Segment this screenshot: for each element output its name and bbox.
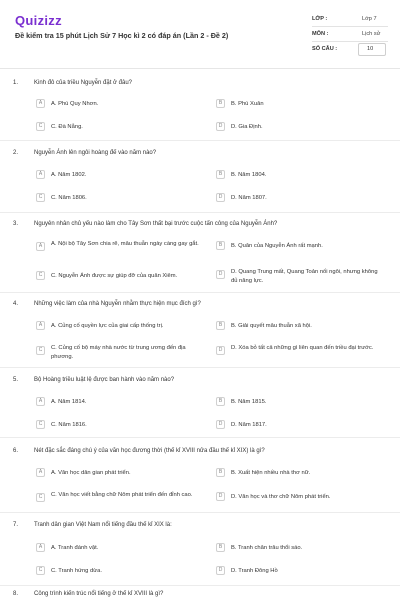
option-text: C. Nguyễn Ánh được sự giúp đỡ của quân Xiêm. bbox=[51, 273, 178, 279]
option-text: B. Xuất hiện nhiều nhà thơ nữ. bbox=[231, 470, 311, 476]
option-text: C. Đà Nẵng. bbox=[51, 124, 83, 130]
option-text: B. Năm 1815. bbox=[231, 399, 267, 405]
option-letter-box: B bbox=[216, 170, 225, 179]
option-letter-box: A bbox=[36, 468, 45, 477]
question-text: Những việc làm của nhà Nguyễn nhằm thực hiện mục đích gì? bbox=[34, 301, 201, 307]
class-value: Lớp 7 bbox=[362, 16, 377, 22]
option-text: B. Năm 1804. bbox=[231, 172, 267, 178]
option-text: A. Nội bộ Tây Sơn chia rẽ, mâu thuẫn ngày càng gay gắt. bbox=[51, 241, 199, 247]
option-text: D. Văn học và thơ chữ Nôm phát triển. bbox=[231, 494, 331, 500]
option-letter-box: C bbox=[36, 271, 45, 280]
question-divider bbox=[0, 512, 400, 513]
option-letter-box: B bbox=[216, 543, 225, 552]
option-text: C. Năm 1816. bbox=[51, 422, 87, 428]
option-letter-box: B bbox=[216, 99, 225, 108]
option-letter-box: A bbox=[36, 543, 45, 552]
question-number: 5. bbox=[13, 377, 19, 383]
logo-text: Quizizz bbox=[15, 12, 62, 28]
question-text: Tranh dân gian Việt Nam nổi tiếng đầu thế kỉ XIX là: bbox=[34, 522, 172, 528]
question-divider bbox=[0, 437, 400, 438]
option-text: D. Gia Định. bbox=[231, 124, 263, 130]
option-text: D. Quang Trung mất, Quang Toản nối ngôi, nhưng không đủ năng lực. bbox=[231, 269, 378, 284]
option-letter-box: D bbox=[216, 193, 225, 202]
option-letter-box: C bbox=[36, 346, 45, 355]
option-text: C. Tranh hứng dừa. bbox=[51, 568, 102, 574]
option-letter-box: C bbox=[36, 420, 45, 429]
option-text: D. Năm 1807. bbox=[231, 195, 267, 201]
question-number: 6. bbox=[13, 448, 19, 454]
option-text: A. Văn học dân gian phát triển. bbox=[51, 470, 131, 476]
option-text: C. Củng cố bộ máy nhà nước từ trung ương đến địa phương. bbox=[51, 345, 186, 360]
question-text: Công trình kiến trúc nổi tiếng ở thế kỉ XVIII là gì? bbox=[34, 591, 164, 597]
question-number: 7. bbox=[13, 522, 19, 528]
option-letter-box: B bbox=[216, 241, 225, 250]
count-label: SỐ CÂU : bbox=[312, 46, 338, 52]
class-row bbox=[312, 14, 388, 25]
option-letter-box: B bbox=[216, 468, 225, 477]
subject-underline bbox=[312, 41, 388, 42]
count-box bbox=[358, 43, 386, 56]
option-text: B. Quân của Nguyễn Ánh rất mạnh. bbox=[231, 243, 323, 249]
question-number: 3. bbox=[13, 221, 19, 227]
option-letter-box: D bbox=[216, 122, 225, 131]
option-letter-box: A bbox=[36, 170, 45, 179]
option-text: B. Giải quyết mâu thuẫn xã hội. bbox=[231, 323, 312, 329]
question-divider bbox=[0, 292, 400, 293]
option-letter-box: D bbox=[216, 420, 225, 429]
question-text: Bộ Hoàng triều luật lệ được ban hành vào năm nào? bbox=[34, 377, 175, 383]
option-letter-box: C bbox=[36, 193, 45, 202]
option-letter-box: A bbox=[36, 99, 45, 108]
option-text: D. Tranh Đông Hồ bbox=[231, 568, 278, 574]
quizizz-logo bbox=[15, 12, 62, 28]
question-text: Nguyễn Ánh lên ngôi hoàng đế vào năm nào? bbox=[34, 150, 157, 156]
question-divider bbox=[0, 212, 400, 213]
option-letter-box: D bbox=[216, 492, 225, 501]
subject-row bbox=[312, 29, 388, 40]
question-divider bbox=[0, 585, 400, 586]
option-letter-box: D bbox=[216, 346, 225, 355]
subject-label: MÔN : bbox=[312, 31, 329, 37]
option-letter-box: D bbox=[216, 566, 225, 575]
subject-value: Lịch sử bbox=[362, 31, 381, 37]
question-divider bbox=[0, 140, 400, 141]
count-value: 10 bbox=[367, 46, 374, 52]
option-text: C. Văn học viết bằng chữ Nôm phát triển đến đỉnh cao. bbox=[51, 492, 193, 498]
option-letter-box: C bbox=[36, 493, 45, 502]
question-text: Nguyên nhân chủ yếu nào làm cho Tây Sơn thất bại trước cuộc tấn công của Nguyễn Ánh? bbox=[34, 221, 278, 227]
option-letter-box: C bbox=[36, 122, 45, 131]
page-title: Đề kiểm tra 15 phút Lịch Sử 7 Học kì 2 có đáp án (Lần 2 - Đề 2) bbox=[15, 31, 229, 40]
option-text: B. Tranh chăn trâu thổi sáo. bbox=[231, 545, 303, 551]
option-letter-box: D bbox=[216, 270, 225, 279]
question-number: 2. bbox=[13, 150, 19, 156]
option-letter-box: B bbox=[216, 397, 225, 406]
option-letter-box: A bbox=[36, 321, 45, 330]
option-text: D. Xóa bỏ tất cả những gì liên quan đến triều đại trước. bbox=[231, 345, 374, 351]
option-text: A. Phú Quy Nhơn. bbox=[51, 101, 99, 107]
option-text: A. Năm 1802. bbox=[51, 172, 87, 178]
question-divider bbox=[0, 367, 400, 368]
question-number: 1. bbox=[13, 80, 19, 86]
class-label: LỚP : bbox=[312, 16, 328, 22]
question-text: Nét đặc sắc đáng chú ý của văn học đương thời (thế kỉ XVIII nửa đầu thế kỉ XIX) là gì? bbox=[34, 448, 265, 454]
class-underline bbox=[312, 26, 388, 27]
header bbox=[0, 0, 400, 69]
option-text: A. Củng cố quyền lực của giai cấp thống trị. bbox=[51, 323, 164, 329]
option-text: A. Năm 1814. bbox=[51, 399, 87, 405]
question-text: Kinh đô của triều Nguyễn đặt ở đâu? bbox=[34, 80, 133, 86]
option-text: C. Năm 1806. bbox=[51, 195, 87, 201]
count-row bbox=[312, 44, 388, 55]
option-letter-box: A bbox=[36, 397, 45, 406]
option-letter-box: A bbox=[36, 242, 45, 251]
question-number: 4. bbox=[13, 301, 19, 307]
option-letter-box: C bbox=[36, 566, 45, 575]
question-number: 8. bbox=[13, 591, 19, 597]
option-text: B. Phú Xuân bbox=[231, 101, 264, 107]
option-text: D. Năm 1817. bbox=[231, 422, 267, 428]
option-letter-box: B bbox=[216, 321, 225, 330]
option-text: A. Tranh đánh vật. bbox=[51, 545, 99, 551]
